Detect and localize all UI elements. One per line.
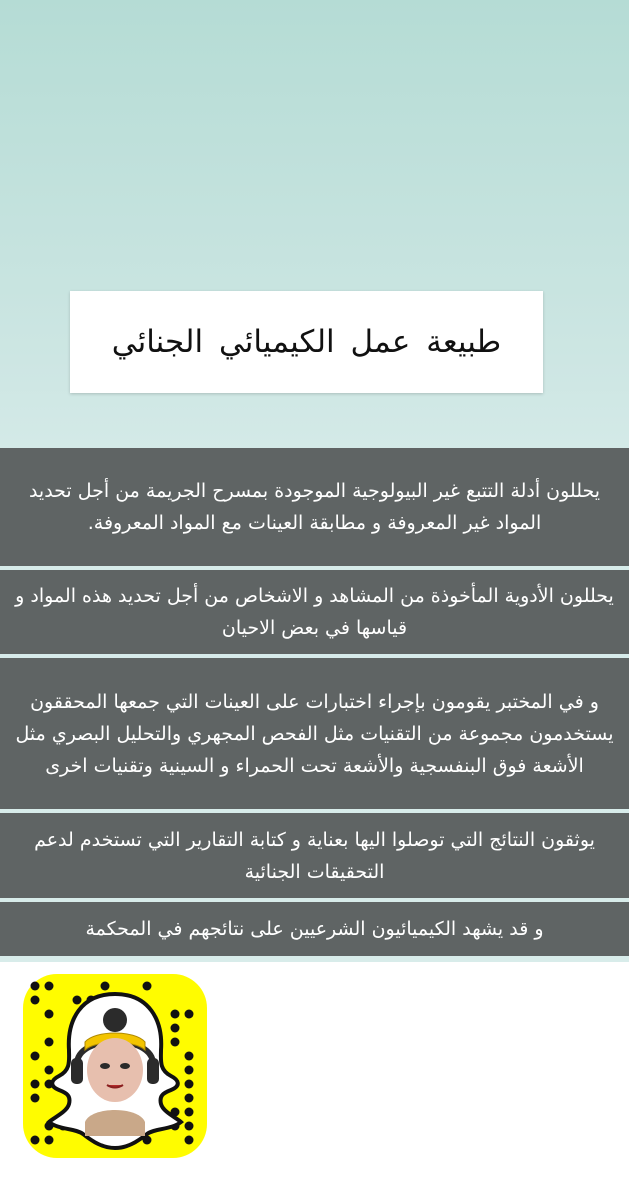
text-block-3: و في المختبر يقومون بإجراء اختبارات على العينات التي جمعها المحققون يستخدمون مجموعة من التقنيات مثل الفحص المجهري والتحليل البصري مثل الأشعة فوق البنفسجية والأشعة تحت الحمراء و السينية وتقنيات اخرى	[0, 658, 629, 809]
page-title: طبيعة عمل الكيميائي الجنائي	[111, 324, 502, 360]
text-block-4: يوثقون النتائج التي توصلوا اليها بعناية و كتابة التقارير التي تستخدم لدعم التحقيقات الجنائية	[0, 813, 629, 898]
snapchat-snapcode-icon[interactable]	[21, 972, 209, 1160]
text-block-2: يحللون الأدوية المأخوذة من المشاهد و الاشخاص من أجل تحديد هذه المواد و قياسها في بعض الاحيان	[0, 570, 629, 654]
text-block-1: يحللون أدلة التتبع غير البيولوجية الموجودة بمسرح الجريمة من أجل تحديد المواد غير المعروفة و مطابقة العينات مع المواد المعروفة.	[0, 448, 629, 566]
title-card	[70, 291, 543, 393]
content-list	[0, 448, 629, 956]
text-block-5: و قد يشهد الكيميائيون الشرعيين على نتائجهم في المحكمة	[0, 902, 629, 956]
